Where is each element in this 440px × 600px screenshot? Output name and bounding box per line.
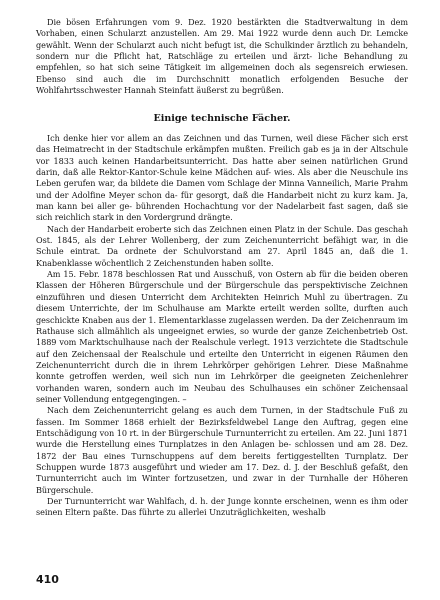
body-section bbox=[36, 133, 408, 519]
text-line: sollte, durften auch geschickte Knaben aus der 1. Elementarklasse zugelassen werden. bbox=[36, 303, 408, 325]
text-line: 1913 verzichtete die Stadtschule auf den Zeichensaal der Realschule und erteilte bbox=[36, 337, 408, 359]
text-line: Besuche der Wohlfahrtsschwester Hannah Steinfatt äußerst zu begrüßen. bbox=[36, 73, 408, 96]
text-line: daß die 1. Knabenklasse wöchentlich 2 Zeichenstunden haben sollte. bbox=[36, 246, 408, 268]
text-line: Fuß zu fassen. Im Sommer 1868 erhielt der Bezirksfeldwebel Lange den Auftrag, bbox=[36, 405, 408, 427]
text-line: Dr. Lemcke gewählt. Wenn der Schularzt auch nicht befugt ist, die Schulkinder bbox=[36, 28, 408, 50]
text-line: Nach dem Zeichenunterricht gelang es auch dem Turnen, in der Stadtschule bbox=[47, 405, 375, 416]
text-line: Nach der Handarbeit eroberte sich das Zeichnen einen Platz in der Schule. Das bbox=[47, 223, 372, 234]
text-line: segensreich erwiesen. Ebenso sind auch die im Durchschnitt monatlich erfolgenden bbox=[36, 62, 409, 84]
text-line: den Vordergrund drängte. bbox=[126, 212, 233, 223]
text-line: gehörigen Lehrer. Diese Maßnahme konnte getroffen werden, weil sich nun im bbox=[36, 359, 409, 382]
text-line: Die bösen Erfahrungen vom 9. Dez. 1920 bestärkten die Stadtverwaltung in bbox=[47, 17, 386, 27]
intro-paragraph bbox=[36, 17, 408, 96]
text-line: ärztlich zu behandeln, sondern nur die Pflicht hat, Ratschläge zu erteilen und ärzt- bbox=[36, 39, 408, 62]
text-line: 17. Dez. d. J. der Beschluß gefaßt, den Turnunterricht auch im Winter fortzusetzen, bbox=[36, 461, 408, 484]
text-line: den Unterricht in eigenen Räumen den Zeichenunterricht durch die in ihrem Lehrkörper bbox=[36, 348, 408, 370]
heading-block bbox=[36, 111, 408, 127]
text-line: natürlichen Grund darin, daß alle Rektor-Kantor-Schule keine Mädchen auf- bbox=[36, 155, 408, 178]
text-line: des Schulhauses ein schöner Zeichensaal seiner Vollendung entgegengingen. – bbox=[36, 382, 408, 404]
page-number: 410 bbox=[36, 573, 59, 586]
text-line: ihm oder seinen Eltern paßte. Das führte zu allerlei Unzuträglichkeiten, weshalb bbox=[36, 496, 408, 518]
text-line: Lehrkörper die geeigneten Zeichenlehrer vorhanden waren, sondern auch im Neubau bbox=[36, 371, 408, 393]
text-line: schlossen und am 28. Dez. 1872 der Bau eines Turnschuppens auf dem bereits bbox=[36, 439, 408, 461]
text-line: bührenden Hochachtung vor der Nadelarbeit fast sagen, daß sie sich reichlich stark in bbox=[36, 201, 408, 223]
text-line: Schlage der Minna Vanneilich, Marie Prahm und der Adolfine Meyer schon da- bbox=[36, 178, 409, 200]
text-line: geschah Ost. 1845, als der Lehrer Wollenberg, der zum Zeichenunterricht befähigt bbox=[36, 223, 408, 246]
text-line: und zwar in der Turnhalle der Höheren Bürgerschule. bbox=[36, 473, 408, 495]
text-line: in der Altschule vor 1833 auch keinen Handarbeitsunterricht. Das hatte aber seinen bbox=[36, 144, 408, 166]
text-line: für gesorgt, daß die Handarbeit nicht zu kurz kam. Ja, man kann bei aller ge- bbox=[36, 189, 408, 212]
paragraph-5 bbox=[36, 496, 408, 519]
text-line: Da der Zeichenraum im Rathause sich allmählich als ungeeignet erwies, so wurde der bbox=[36, 314, 408, 336]
text-line: Ich denke hier vor allem an das Zeichnen und das Turnen, weil diese Fächer bbox=[47, 133, 370, 143]
text-line: ganze Zeichenbetrieb Ost. 1889 vom Marktschulhause nach der Realschule verlegt. bbox=[36, 325, 408, 348]
text-line: Zeichnen einzuführen und diesen Unterricht dem Architekten Heinrich Muhl zu bbox=[36, 280, 408, 302]
section-heading: Einige technische Fächer. bbox=[153, 113, 291, 124]
text-line: fertiggestellten Turnplatz. Der Schuppen wurde 1873 ausgeführt und wieder am bbox=[36, 450, 408, 472]
text-line: oberen Klassen der Höheren Bürgerschule und der Bürgerschule das perspektivische bbox=[36, 269, 408, 291]
text-line: sich erst das Heimatrecht in der Stadtschule erkämpfen mußten. Freilich gab es ja bbox=[36, 133, 409, 155]
text-line: übertragen. Zu diesem Unterrichte, der im Schulhause am Markte erteilt werden bbox=[36, 291, 408, 314]
paragraph-2 bbox=[36, 224, 408, 269]
paragraph-4 bbox=[36, 405, 408, 496]
text-line: dem Vorhaben, einen Schularzt anzustellen. Am 29. Mai 1922 wurde denn auch bbox=[36, 17, 408, 39]
text-line: gegen eine Entschädigung von 10 rt. in der Bürgerschule Turnunterricht zu erteilen. bbox=[36, 416, 409, 438]
text-line: Am 22. Juni 1871 wurde die Herstellung eines Turnplatzes in den Anlagen be- bbox=[36, 427, 408, 450]
text-line: Der Turnunterricht war Wahlfach, d. h. der Junge konnte erscheinen, wenn es bbox=[47, 496, 369, 506]
paragraph-3 bbox=[36, 269, 408, 405]
text-line: Am 15. Febr. 1878 beschlossen Rat und Ausschuß, von Ostern ab für die beiden bbox=[47, 269, 377, 280]
text-line: wies. Als aber die Neuschule ins Leben gerufen war, da bildete die Damen vom bbox=[36, 167, 408, 189]
text-line: liche Behandlung zu empfehlen, so hat sich seine Tätigkeit im allgemeinen doch als bbox=[36, 51, 408, 73]
intro-section bbox=[36, 17, 408, 96]
paragraph-1 bbox=[36, 133, 408, 224]
text-line: war, in die Schule eintrat. Da ordnete der Schulvorstand am 27. April 1845 an, bbox=[36, 235, 408, 257]
